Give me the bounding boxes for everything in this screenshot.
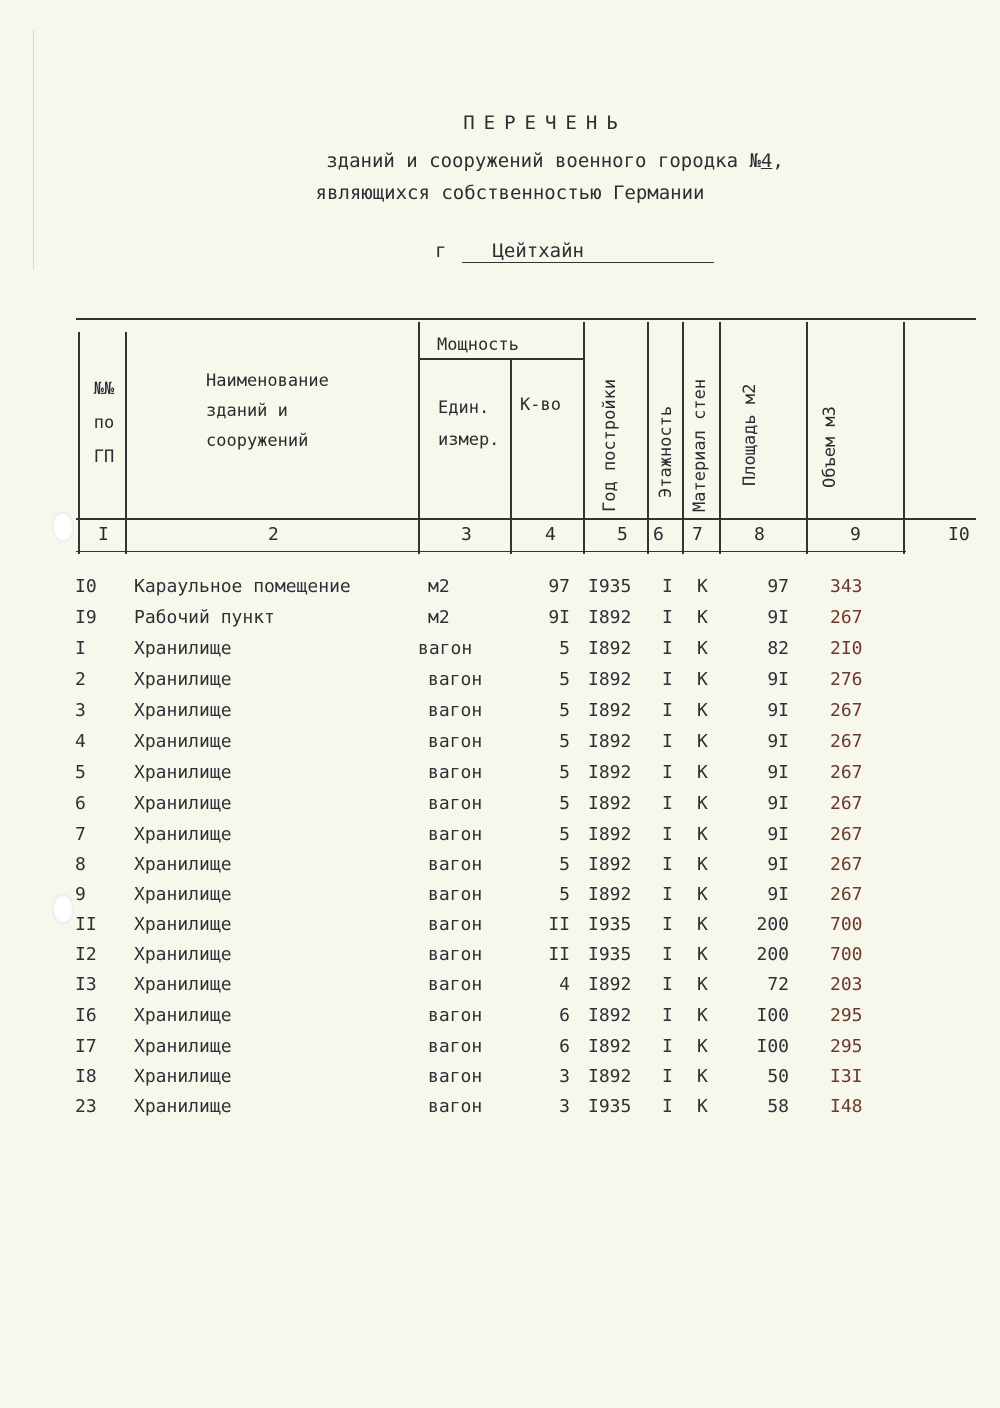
table-cell: вагон [428,824,483,845]
col-number: 2 [268,524,279,545]
table-cell: 9I [767,607,789,628]
col-line [682,322,684,554]
table-cell: II [548,914,570,935]
table-cell: Хранилище [134,669,232,690]
table-cell: вагон [418,638,473,659]
table-cell: К [697,854,708,875]
table-cell: К [697,1066,708,1087]
table-cell: I [662,1005,673,1026]
table-cell: Хранилище [134,1066,232,1087]
table-cell: I892 [588,884,632,905]
table-cell: I892 [588,854,632,875]
table-cell: вагон [428,944,483,965]
table-cell: I [662,700,673,721]
table-row [0,607,1000,637]
header-area: Площадь м2 [740,383,760,486]
table-cell: Караульное помещение [134,576,351,597]
header-gp: №№ по ГП [93,379,115,467]
table-row [0,700,1000,730]
table-cell: К [697,793,708,814]
table-cell: К [697,884,708,905]
col-number: 7 [692,524,703,545]
table-cell: вагон [428,1096,483,1117]
table-row [0,914,1000,944]
table-cell: I892 [588,731,632,752]
table-cell: I [662,576,673,597]
document-title: ПЕРЕЧЕНЬ [463,112,627,134]
table-cell: 82 [767,638,789,659]
table-cell: К [697,607,708,628]
col-number: 3 [461,524,472,545]
city-line: г Цейтхайн [435,240,714,263]
table-cell: I8 [75,1066,97,1087]
table-cell: 295 [830,1036,863,1057]
col-line [418,322,420,554]
table-cell: I3I [830,1066,863,1087]
col-number: 4 [545,524,556,545]
table-row [0,1096,1000,1126]
table-cell: I48 [830,1096,863,1117]
table-cell: К [697,914,708,935]
table-cell: I [662,824,673,845]
table-cell: 267 [830,731,863,752]
table-cell: Хранилище [134,793,232,814]
table-cell: 5 [75,762,86,783]
table-cell: I935 [588,1096,632,1117]
table-cell: 203 [830,974,863,995]
table-cell: 6 [75,793,86,814]
col-number: I [98,524,109,545]
table-row [0,1066,1000,1096]
table-cell: вагон [428,1036,483,1057]
table-cell: вагон [428,884,483,905]
table-cell: К [697,669,708,690]
table-cell: 8 [75,854,86,875]
table-cell: 267 [830,824,863,845]
table-cell: Хранилище [134,914,232,935]
table-cell: I0 [75,576,97,597]
table-cell: 9I [767,669,789,690]
col-line [583,322,585,554]
col-line [78,332,80,554]
table-cell: 276 [830,669,863,690]
table-cell: I892 [588,1005,632,1026]
table-cell: 6 [559,1005,570,1026]
table-cell: Хранилище [134,1005,232,1026]
number-row-border [76,551,906,552]
col-line [647,322,649,554]
table-cell: I892 [588,638,632,659]
table-cell: 58 [767,1096,789,1117]
table-cell: I [662,1066,673,1087]
table-cell: I [662,1096,673,1117]
header-qty: К-во [520,395,561,415]
table-row [0,576,1000,606]
table-cell: II [75,914,97,935]
table-row [0,793,1000,823]
table-cell: 200 [756,914,789,935]
table-cell: I00 [756,1005,789,1026]
table-cell: 5 [559,762,570,783]
table-cell: 9 [75,884,86,905]
table-cell: I6 [75,1005,97,1026]
table-cell: 200 [756,944,789,965]
table-cell: 343 [830,576,863,597]
table-cell: II [548,944,570,965]
table-cell: I [75,638,86,659]
table-cell: 5 [559,793,570,814]
table-cell: I892 [588,607,632,628]
table-cell: 3 [559,1066,570,1087]
table-cell: I [662,974,673,995]
col-number: I0 [948,524,970,545]
col-number: 6 [653,524,664,545]
table-cell: Хранилище [134,1036,232,1057]
table-cell: 5 [559,884,570,905]
header-capacity: Мощность [437,335,519,355]
table-cell: К [697,944,708,965]
table-cell: Хранилище [134,974,232,995]
table-cell: I [662,914,673,935]
table-cell: вагон [428,793,483,814]
table-cell: Хранилище [134,1096,232,1117]
table-cell: К [697,762,708,783]
table-cell: К [697,576,708,597]
col-number: 9 [850,524,861,545]
table-cell: I2 [75,944,97,965]
table-cell: I892 [588,669,632,690]
table-cell: К [697,974,708,995]
table-cell: К [697,1005,708,1026]
table-cell: 5 [559,669,570,690]
table-cell: 97 [548,576,570,597]
header-name: Наименование зданий и сооружений [206,371,329,451]
table-cell: 5 [559,824,570,845]
table-cell: I00 [756,1036,789,1057]
table-cell: Хранилище [134,638,232,659]
table-cell: I892 [588,700,632,721]
table-cell: I935 [588,576,632,597]
table-cell: 5 [559,731,570,752]
table-cell: Хранилище [134,700,232,721]
table-cell: м2 [428,576,450,597]
table-cell: 9I [548,607,570,628]
table-cell: вагон [428,669,483,690]
punch-hole [52,512,74,542]
table-cell: 72 [767,974,789,995]
table-cell: К [697,1096,708,1117]
table-cell: 7 [75,824,86,845]
table-row [0,884,1000,914]
header-bottom-border [76,518,976,520]
table-cell: вагон [428,974,483,995]
table-row [0,944,1000,974]
col-line [510,360,512,554]
table-cell: I [662,638,673,659]
table-cell: I892 [588,974,632,995]
table-cell: I7 [75,1036,97,1057]
table-cell: 267 [830,607,863,628]
header-unit: Един. измер. [438,398,500,450]
margin-line [33,30,34,270]
table-cell: 2I0 [830,638,863,659]
table-cell: I3 [75,974,97,995]
table-cell: Хранилище [134,762,232,783]
table-cell: 267 [830,700,863,721]
table-cell: I [662,854,673,875]
table-cell: 4 [75,731,86,752]
table-cell: 267 [830,793,863,814]
table-cell: I [662,762,673,783]
table-row [0,1036,1000,1066]
col-line [806,322,808,554]
table-row [0,731,1000,761]
table-row [0,1005,1000,1035]
table-cell: 23 [75,1096,97,1117]
col-line [903,322,905,554]
table-cell: I [662,607,673,628]
header-volume: Объем м3 [820,406,840,488]
table-cell: Хранилище [134,824,232,845]
table-cell: I [662,793,673,814]
table-cell: I935 [588,914,632,935]
table-cell: К [697,731,708,752]
table-top-border [76,318,976,320]
table-cell: 5 [559,638,570,659]
city-name: Цейтхайн [462,240,714,263]
table-cell: Хранилище [134,854,232,875]
table-cell: 267 [830,762,863,783]
table-cell: вагон [428,1066,483,1087]
table-cell: 9I [767,884,789,905]
table-cell: I892 [588,762,632,783]
table-cell: 5 [559,854,570,875]
table-cell: 700 [830,944,863,965]
table-cell: 50 [767,1066,789,1087]
table-row [0,854,1000,884]
table-cell: I [662,731,673,752]
table-row [0,824,1000,854]
header-floors: Этажность [656,405,676,498]
table-cell: I892 [588,793,632,814]
table-cell: Хранилище [134,884,232,905]
table-cell: I [662,1036,673,1057]
table-cell: I [662,884,673,905]
table-cell: К [697,700,708,721]
table-cell: К [697,1036,708,1057]
table-cell: вагон [428,1005,483,1026]
table-cell: 6 [559,1036,570,1057]
col-number: 5 [617,524,628,545]
table-row [0,669,1000,699]
table-cell: Хранилище [134,731,232,752]
table-cell: I935 [588,944,632,965]
table-cell: К [697,824,708,845]
header-material: Материал стен [690,378,710,512]
col-number: 8 [754,524,765,545]
table-cell: 267 [830,884,863,905]
table-cell: К [697,638,708,659]
table-cell: I892 [588,1066,632,1087]
table-cell: 267 [830,854,863,875]
table-cell: вагон [428,762,483,783]
table-cell: 2 [75,669,86,690]
table-cell: I [662,944,673,965]
table-cell: 9I [767,700,789,721]
table-row [0,638,1000,668]
table-cell: вагон [428,854,483,875]
header-year: Год постройки [600,378,620,512]
table-cell: 9I [767,854,789,875]
col-line [125,332,127,554]
table-cell: I [662,669,673,690]
table-cell: 700 [830,914,863,935]
table-cell: I892 [588,824,632,845]
table-cell: 5 [559,700,570,721]
col-line [719,322,721,554]
table-cell: 4 [559,974,570,995]
table-cell: Рабочий пункт [134,607,275,628]
table-cell: 9I [767,824,789,845]
table-cell: 9I [767,731,789,752]
table-cell: 295 [830,1005,863,1026]
table-cell: вагон [428,914,483,935]
table-row [0,762,1000,792]
table-cell: 9I [767,793,789,814]
table-cell: вагон [428,731,483,752]
table-cell: I9 [75,607,97,628]
table-cell: Хранилище [134,944,232,965]
table-cell: 3 [559,1096,570,1117]
table-cell: 97 [767,576,789,597]
table-cell: вагон [428,700,483,721]
table-cell: 9I [767,762,789,783]
table-row [0,974,1000,1004]
table-cell: I892 [588,1036,632,1057]
table-cell: 3 [75,700,86,721]
document-subtitle-2: являющихся собственностью Германии [315,182,705,204]
document-subtitle: зданий и сооружений военного городка №4, [326,150,784,172]
table-cell: м2 [428,607,450,628]
